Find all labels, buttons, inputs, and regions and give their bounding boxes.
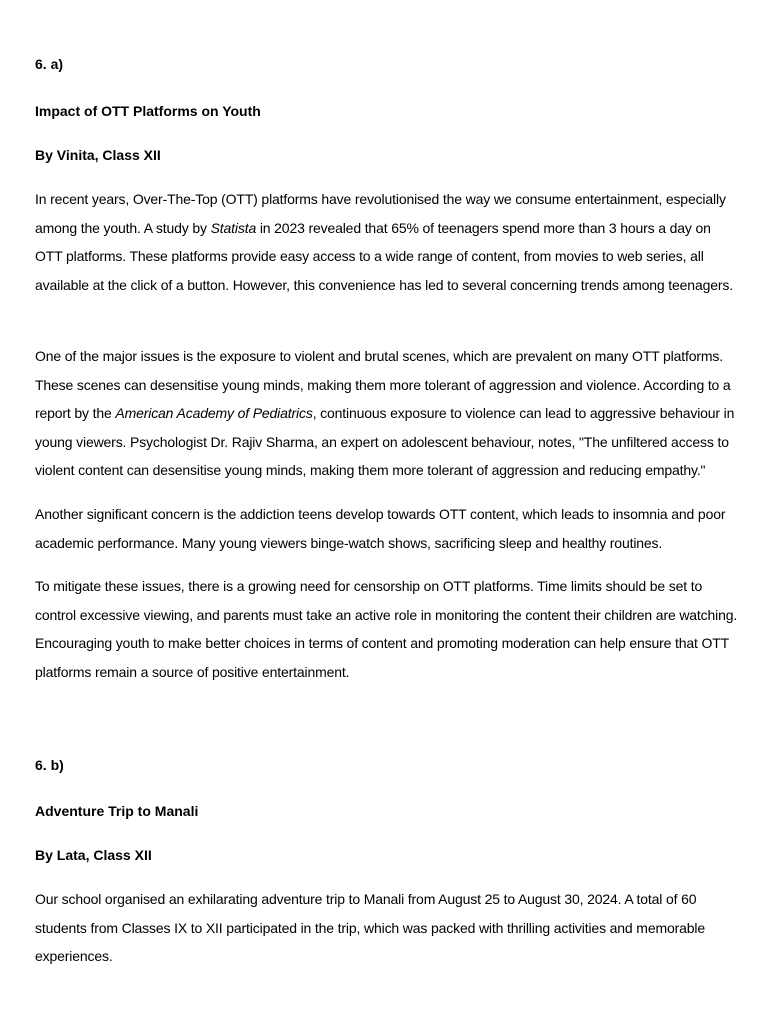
paragraph-text: , continuous exposure to violence can lead to aggressive behaviour in young viewers. Psychologist Dr. Rajiv Sharma, an expert on adolescent behaviour, notes, "The unfiltered access to violent content can desensitise young minds, making them more tolerant of aggression and reducing empathy." bbox=[35, 405, 735, 479]
article-title-manali: Adventure Trip to Manali bbox=[35, 803, 199, 819]
article-byline-vinita: By Vinita, Class XII bbox=[35, 147, 161, 163]
paragraph-text: in 2023 revealed that 65% of teenagers spend more than 3 hours a day on OTT platforms. These platforms provide easy access to a wide range of content, from movies to web series, all available at the click of a button. However, this convenience has led to several concerning trends among teenagers. bbox=[35, 219, 733, 293]
paragraph-text: One of the major issues is the exposure to violent and brutal scenes, which are prevalent on many OTT platforms. These scenes can desensitise young minds, making them more tolerant of aggression and violence. According to a report by the bbox=[35, 348, 731, 422]
question-number-6b: 6. b) bbox=[35, 757, 64, 773]
article-byline-lata: By Lata, Class XII bbox=[35, 847, 152, 863]
paragraph-manali-trip: Our school organised an exhilarating adventure trip to Manali from August 25 to August 30, 2024. A total of 60 students from Classes IX to XII participated in the trip, which was packed with thrilling activities and memorable experiences. bbox=[35, 891, 705, 965]
paragraph-text: In recent years, Over-The-Top (OTT) platforms have revolutionised the way we consume entertainment, especially among the youth. A study by bbox=[35, 191, 726, 236]
paragraph-addiction: Another significant concern is the addiction teens develop towards OTT content, which leads to insomnia and poor academic performance. Many young viewers binge-watch shows, sacrificing sleep and healthy routines. bbox=[35, 506, 726, 551]
article-title-ott: Impact of OTT Platforms on Youth bbox=[35, 103, 261, 119]
source-name-aap: American Academy of Pediatrics bbox=[115, 405, 313, 422]
paragraph-violence bbox=[35, 342, 740, 485]
question-number-6a: 6. a) bbox=[35, 56, 64, 72]
source-name-statista: Statista bbox=[210, 219, 257, 236]
paragraph-mitigation: To mitigate these issues, there is a growing need for censorship on OTT platforms. Time limits should be set to control excessive viewing, and parents must take an active role in monitoring the content their children are watching. Encouraging youth to make better choices in terms of content and promoting moderation can help ensure that OTT platforms remain a source of positive entertainment. bbox=[35, 578, 738, 680]
paragraph-ott-intro bbox=[35, 185, 740, 299]
